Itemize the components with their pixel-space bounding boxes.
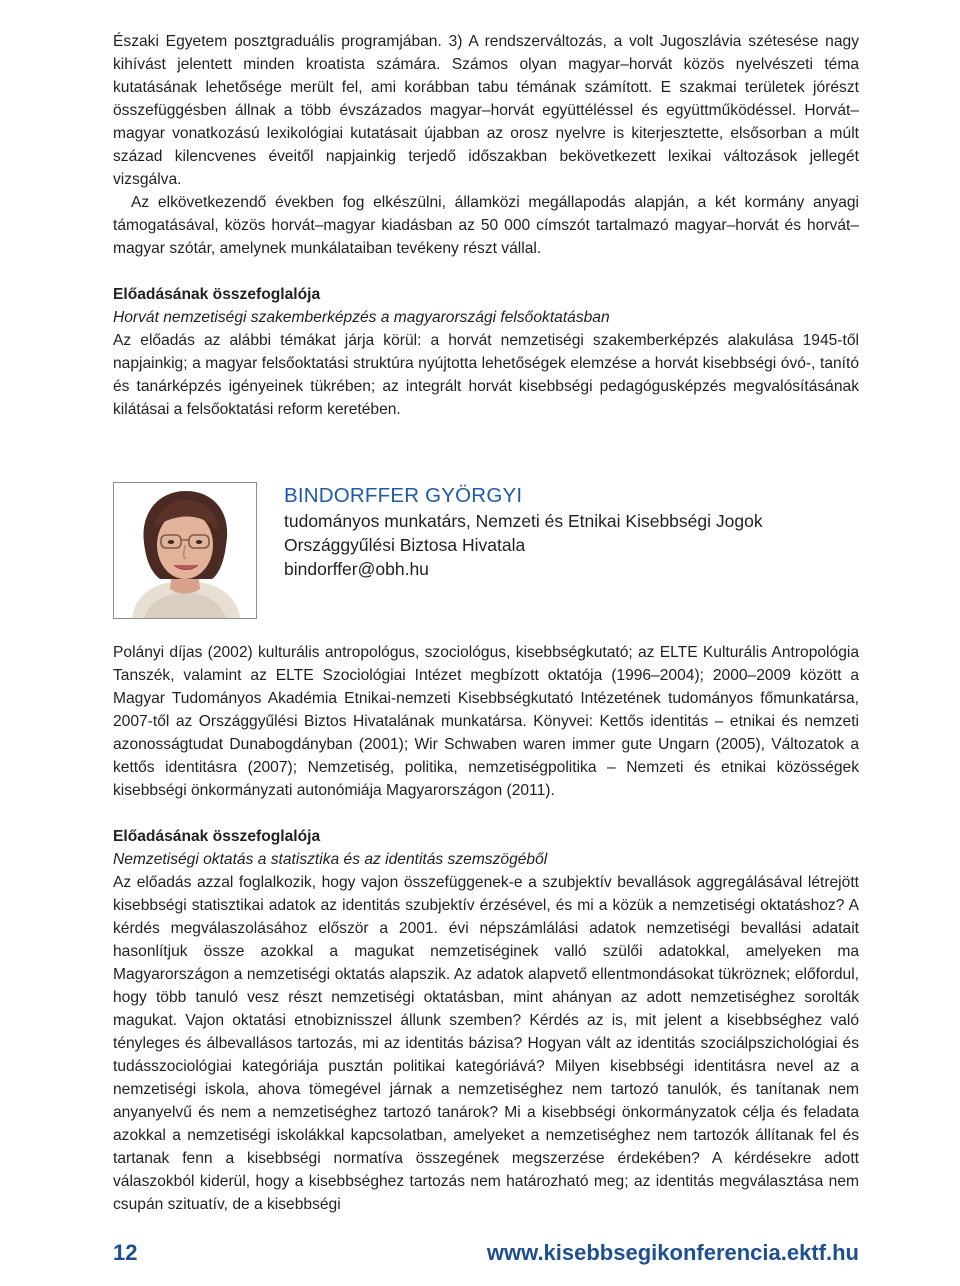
abstract-section-2 [113, 825, 859, 1216]
speaker-profile [113, 482, 859, 622]
abstract-heading: Előadásának összefoglalója [113, 286, 321, 303]
portrait-image [114, 483, 256, 618]
speaker-bio: Polányi díjas (2002) kulturális antropológus, szociológus, kisebbségkutató; az ELTE Kulturális Antropológia Tanszék, valamint az ELTE Szociológiai Intézet megbízott oktatója (1996–2004); 2000–2009 között a Magyar Tudományos Akadémia Etnikai-nemzeti Kisebbségkutató Intézetének tudományos főmunkatársa, 2007-től az Országgyűlési Biztos Hivatalának munkatársa. Könyvei: Kettős identitás – etnikai és nemzeti azonosságtudat Dunabogdányban (2001); Wir Schwaben waren immer gute Ungarn (2005), Változatok a kettős identitásra (2007); Nemzetiség, politika, nemzetiségpolitika – Nemzeti és etnikai közösségek kisebbségi önkormányzati autonómiája Magyarországon (2011). [113, 644, 859, 799]
abstract-section-1 [113, 283, 859, 421]
speaker-email[interactable]: bindorffer@obh.hu [284, 559, 429, 579]
speaker-organization: Országgyűlési Biztosa Hivatala [284, 535, 526, 555]
abstract-title-2: Nemzetiségi oktatás a statisztika és az identitás szemszögéből [113, 851, 548, 868]
abstract-heading-2: Előadásának összefoglalója [113, 828, 321, 845]
speaker-info [284, 482, 763, 581]
page-number: 12 [113, 1240, 138, 1265]
page-content [113, 30, 859, 1216]
footer-url[interactable]: www.kisebbsegikonferencia.ektf.hu [486, 1240, 859, 1265]
abstract-body: Az előadás az alábbi témákat járja körül: a horvát nemzetiségi szakemberképzés alakulása 1945-től napjainkig; a magyar felsőoktatási struktúra nyújtotta lehetőségek elemzése a horvát kisebbségi óvó-, tanító és tanárképzés igényeinek tükrében; az integrált horvát kisebbségi pedagógusképzés megvalósításának kilátásai a felsőoktatási reform keretében. [113, 332, 859, 418]
speaker-name: BINDORFFER GYÖRGYI [284, 484, 523, 507]
speaker-photo [113, 482, 257, 619]
intro-paragraph-2: Az elkövetkezendő években fog elkészülni, államközi megállapodás alapján, a két kormány anyagi támogatásával, közös horvát–magyar kiadásban az 50 000 címszót tartalmazó magyar–horvát és horvát–magyar szótár, amelynek munkálataiban tevékeny részt vállal. [113, 194, 859, 257]
intro-paragraph-1: Északi Egyetem posztgraduális programjában. 3) A rendszerváltozás, a volt Jugoszlávia szétesése nagy kihívást jelentett minden kroatista számára. Számos olyan magyar–horvát közös nyelvészeti téma kutatásának lehetősége merült fel, ami korábban tabu témának számított. E szakmai területek jórészt összefüggésben állnak a több évszázados magyar–horvát együttéléssel és együttműködéssel. Horvát–magyar vonatkozású lexikológiai kutatásait újabban az orosz nyelvre is kiterjesztette, elsősorban a múlt század kilencvenes éveitől napjainkig terjedő időszakban bekövetkezett lexikai változások jellegét vizsgálva. [113, 33, 859, 188]
abstract-title: Horvát nemzetiségi szakemberképzés a magyarországi felsőoktatásban [113, 309, 610, 326]
speaker-title: tudományos munkatárs, Nemzeti és Etnikai Kisebbségi Jogok [284, 511, 763, 531]
abstract-body-2: Az előadás azzal foglalkozik, hogy vajon összefüggenek-e a szubjektív bevallások aggregálásával létrejött kisebbségi statisztikai adatok az identitás szubjektív érzésével, és mi a közük a nemzetiségi oktatáshoz? A kérdés megválaszolásához először a 2001. évi népszámlálási adatok nemzetiségi bevallási adatait hasonlítjuk össze azokkal a magukat nemzetiséginek valló szülői adatokkal, amelyeken ma Magyarországon a nemzetiségi oktatás alapszik. Az adatok alapvető ellentmondásokat tükröznek; előfordul, hogy több tanuló vesz részt nemzetiségi oktatásban, mint ahányan az adott nemzetiséghez sorolták magukat. Vajon oktatási etnobiznisszel állunk szemben? Kérdés az is, mit jelent a kisebbséghez való tényleges és álbevallásos tartozás, mi az identitás bázisa? Hogyan vált az identitás szociálpszichológiai és tudásszociológiai kategóriája pusztán politikai kategóriává? Milyen kisebbségi identitásra nevel az a nemzetiségi iskola, ahova tömegével járnak a nemzetiséghez nem tartozó tanulók, és tanítanak nem anyanyelvű és nem a nemzetiséghez tartozó tanárok? Mi a kisebbségi önkormányzatok célja és feladata azokkal a nemzetiségi iskolákkal kapcsolatban, amelyeket a nemzetiséghez nem tartozók állítanak fel és tartanak fenn a kisebbségi normatíva összegének megszerzése érdekében? A kérdésekre adott válaszokból kiderül, hogy a kisebbséghez tartozás nem határozható meg; az identitás megválasztása nem csupán szituatív, de a kisebbségi [113, 874, 859, 1213]
